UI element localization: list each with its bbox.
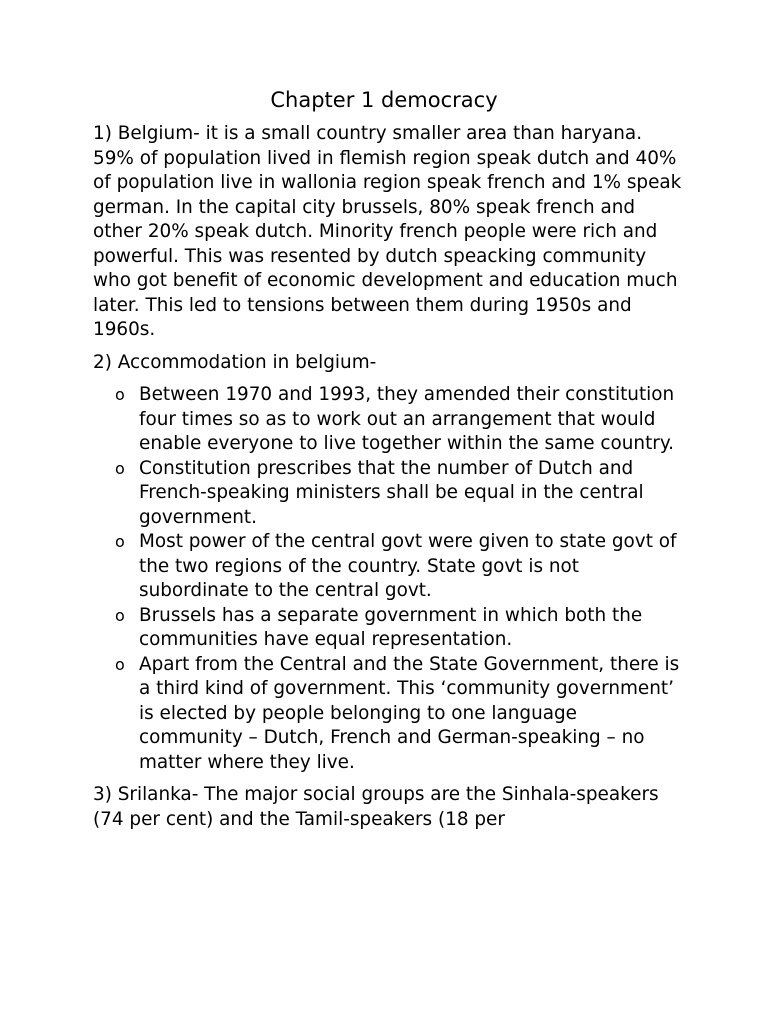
list-item <box>93 457 683 531</box>
list-item-text: Most power of the central govt were given to state govt of the two regions of the country. State govt is not subordinate to the central govt. <box>139 531 677 601</box>
bullet-marker: o <box>115 532 125 551</box>
bullet-marker: o <box>115 458 125 478</box>
list-item-text: Constitution prescribes that the number of Dutch and French-speaking ministers shall be equal in the central government. <box>139 457 644 528</box>
list-item <box>93 383 683 457</box>
bullet-marker: o <box>115 605 125 625</box>
paragraph-srilanka: 3) Srilanka- The major social groups are the Sinhala-speakers (74 per cent) and the Tamil-speakers (18 per <box>93 784 659 830</box>
list-item-text: Brussels has a separate government in which both the communities have equal representation. <box>139 604 643 650</box>
paragraph-belgium: 1) Belgium- it is a small country smaller area than haryana. 59% of population lived in flemish region speak dutch and 40% of population live in wallonia region speak french and 1% speak german. In the capital city brussels, 80% speak french and other 20% speak dutch. Minority french people were rich and powerful. This was resented by dutch speacking community who got benefit of economic development and education much later. This led to tensions between them during 1950s and 1960s. <box>93 123 682 340</box>
list-item <box>93 604 683 653</box>
list-item-text: Between 1970 and 1993, they amended their constitution four times so as to work out an arrangement that would enable everyone to live together within the same country. <box>139 384 675 454</box>
paragraph-accommodation-heading: 2) Accommodation in belgium- <box>93 351 377 373</box>
bullet-marker: o <box>115 654 125 674</box>
list-item <box>93 530 683 604</box>
accommodation-bullet-list <box>93 383 683 775</box>
list-item <box>93 653 683 776</box>
document-body <box>93 122 683 840</box>
bullet-marker: o <box>115 385 125 404</box>
page-title: Chapter 1 democracy <box>270 88 498 112</box>
list-item-text: Apart from the Central and the State Government, there is a third kind of government. This ‘community government’ is elected by people belonging to one language community – Dutch, French and German-speaking – no matter where they live. <box>139 653 680 773</box>
